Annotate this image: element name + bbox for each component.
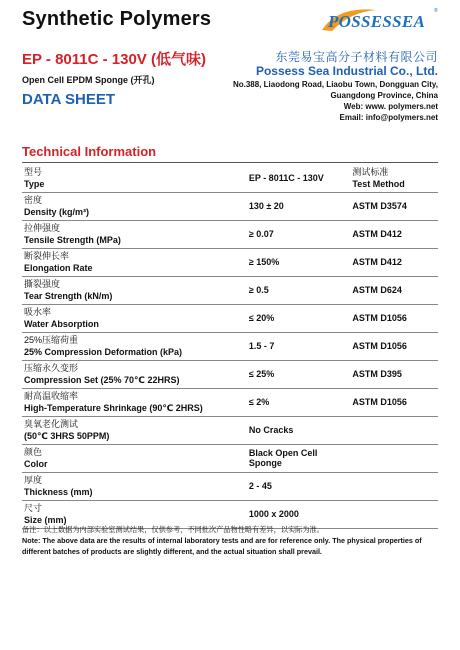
test-method-cell xyxy=(352,444,438,472)
value-cell: ≥ 0.5 xyxy=(249,276,353,304)
value-cell: ≥ 150% xyxy=(249,248,353,276)
property-cell xyxy=(22,388,249,416)
property-cell xyxy=(22,444,249,472)
property-name-cn: 厚度 xyxy=(24,475,43,485)
footnote-en: Note: The above data are the results of internal laboratory tests and are for reference only. The physical properties of different batches of products are slightly different, and the actual situation shall prevail. xyxy=(22,536,422,556)
table-row xyxy=(22,444,438,472)
test-method-en: Test Method xyxy=(352,178,405,189)
test-method-cell: ASTM D1056 xyxy=(352,304,438,332)
test-method-cell xyxy=(352,416,438,444)
value-cell: ≤ 2% xyxy=(249,388,353,416)
product-subtitle: Open Cell EPDM Sponge (开孔) xyxy=(22,75,155,85)
property-name-en: Type xyxy=(24,178,45,189)
value-cell: 1000 x 2000 xyxy=(249,500,353,528)
value-cell: 130 ± 20 xyxy=(249,192,353,220)
value-cell: 1.5 - 7 xyxy=(249,332,353,360)
doc-type-heading: DATA SHEET xyxy=(22,91,116,108)
property-cell xyxy=(22,332,249,360)
value-cell: Black Open Cell Sponge xyxy=(249,444,353,472)
value-cell: ≥ 0.07 xyxy=(249,220,353,248)
table-row xyxy=(22,472,438,500)
property-name-cn: 尺寸 xyxy=(24,503,43,513)
page-title: Synthetic Polymers xyxy=(22,8,212,30)
table-row xyxy=(22,192,438,220)
section-divider xyxy=(22,162,438,163)
company-address-1: No.388, Liaodong Road, Liaobu Town, Dongguan City, xyxy=(232,80,438,89)
property-name-cn: 拉伸强度 xyxy=(24,223,61,233)
table-row xyxy=(22,388,438,416)
property-cell xyxy=(22,192,249,220)
company-block xyxy=(198,50,438,123)
property-name-cn: 压缩永久变形 xyxy=(24,363,79,373)
value-cell: ≤ 20% xyxy=(249,304,353,332)
property-name-en: Elongation Rate xyxy=(24,263,93,273)
property-name-cn: 臭氧老化测试 xyxy=(24,419,79,429)
property-name-cn: 25%压缩荷重 xyxy=(24,335,79,345)
property-cell xyxy=(22,304,249,332)
footnote xyxy=(22,524,438,557)
test-method-cell: ASTM D624 xyxy=(352,276,438,304)
property-name-cn: 型号 xyxy=(24,166,43,177)
property-name-cn: 撕裂强度 xyxy=(24,279,61,289)
table-row xyxy=(22,220,438,248)
property-name-en: Tensile Strength (MPa) xyxy=(24,235,121,245)
property-cell xyxy=(22,276,249,304)
table-row xyxy=(22,304,438,332)
footnote-cn: 备注：以上数据为内部实验室测试结果，仅供参考，不同批次产品物性略有差异，以实际为准。 xyxy=(22,525,324,534)
logo-registered-mark: ® xyxy=(434,8,438,14)
spec-table xyxy=(22,164,438,529)
property-cell xyxy=(22,220,249,248)
company-name-en: Possess Sea Industrial Co., Ltd. xyxy=(255,64,438,78)
test-method-cell: ASTM D3574 xyxy=(352,192,438,220)
value-cell: ≤ 25% xyxy=(249,360,353,388)
property-name-en: Density (kg/m³) xyxy=(24,207,90,217)
property-name-en: Compression Set (25% 70℃ 22HRS) xyxy=(24,375,180,385)
test-method-cell: ASTM D395 xyxy=(352,360,438,388)
logo-wordmark: POSSESSEA xyxy=(328,12,426,31)
test-method-cn: 测试标准 xyxy=(352,166,389,177)
table-row xyxy=(22,360,438,388)
property-name-en: Tear Strength (kN/m) xyxy=(24,291,113,301)
property-name-cn: 颜色 xyxy=(24,447,43,457)
property-name-cn: 吸水率 xyxy=(24,307,52,317)
value-cell: 2 - 45 xyxy=(249,472,353,500)
property-name-en: Color xyxy=(24,459,48,469)
table-row xyxy=(22,332,438,360)
test-method-cell: ASTM D412 xyxy=(352,248,438,276)
property-name-en: 25% Compression Deformation (kPa) xyxy=(24,347,183,357)
product-name: EP - 8011C - 130V (低气味) xyxy=(22,51,206,68)
property-name-cn: 密度 xyxy=(24,195,43,205)
property-cell xyxy=(22,248,249,276)
table-row xyxy=(22,276,438,304)
company-web[interactable]: Web: www. polymers.net xyxy=(343,102,438,111)
property-cell xyxy=(22,416,249,444)
value-cell: EP - 8011C - 130V xyxy=(249,164,353,192)
test-method-cell: ASTM D412 xyxy=(352,220,438,248)
property-cell xyxy=(22,360,249,388)
property-name-en: (50℃ 3HRS 50PPM) xyxy=(24,431,110,441)
company-name-cn: 东莞易宝高分子材料有限公司 xyxy=(275,50,438,64)
possessea-logo xyxy=(318,4,440,34)
test-method-cell: ASTM D1056 xyxy=(352,332,438,360)
table-row xyxy=(22,416,438,444)
property-name-en: High-Temperature Shrinkage (90℃ 2HRS) xyxy=(24,403,203,413)
value-cell: No Cracks xyxy=(249,416,353,444)
test-method-cell: ASTM D1056 xyxy=(352,388,438,416)
property-cell xyxy=(22,164,249,192)
property-cell xyxy=(22,472,249,500)
table-row xyxy=(22,248,438,276)
property-name-en: Water Absorption xyxy=(24,319,99,329)
property-name-cn: 断裂伸长率 xyxy=(24,251,70,261)
test-method-cell xyxy=(352,472,438,500)
table-row xyxy=(22,164,438,192)
company-email[interactable]: Email: info@polymers.net xyxy=(339,113,438,122)
test-method-cell xyxy=(352,164,438,192)
company-address-2: Guangdong Province, China xyxy=(330,91,438,100)
property-name-en: Thickness (mm) xyxy=(24,487,93,497)
spec-table-body xyxy=(22,164,438,528)
property-name-cn: 耐高温收缩率 xyxy=(24,391,79,401)
property-name-en: Size (mm) xyxy=(24,515,67,525)
section-title: Technical Information xyxy=(22,144,157,159)
